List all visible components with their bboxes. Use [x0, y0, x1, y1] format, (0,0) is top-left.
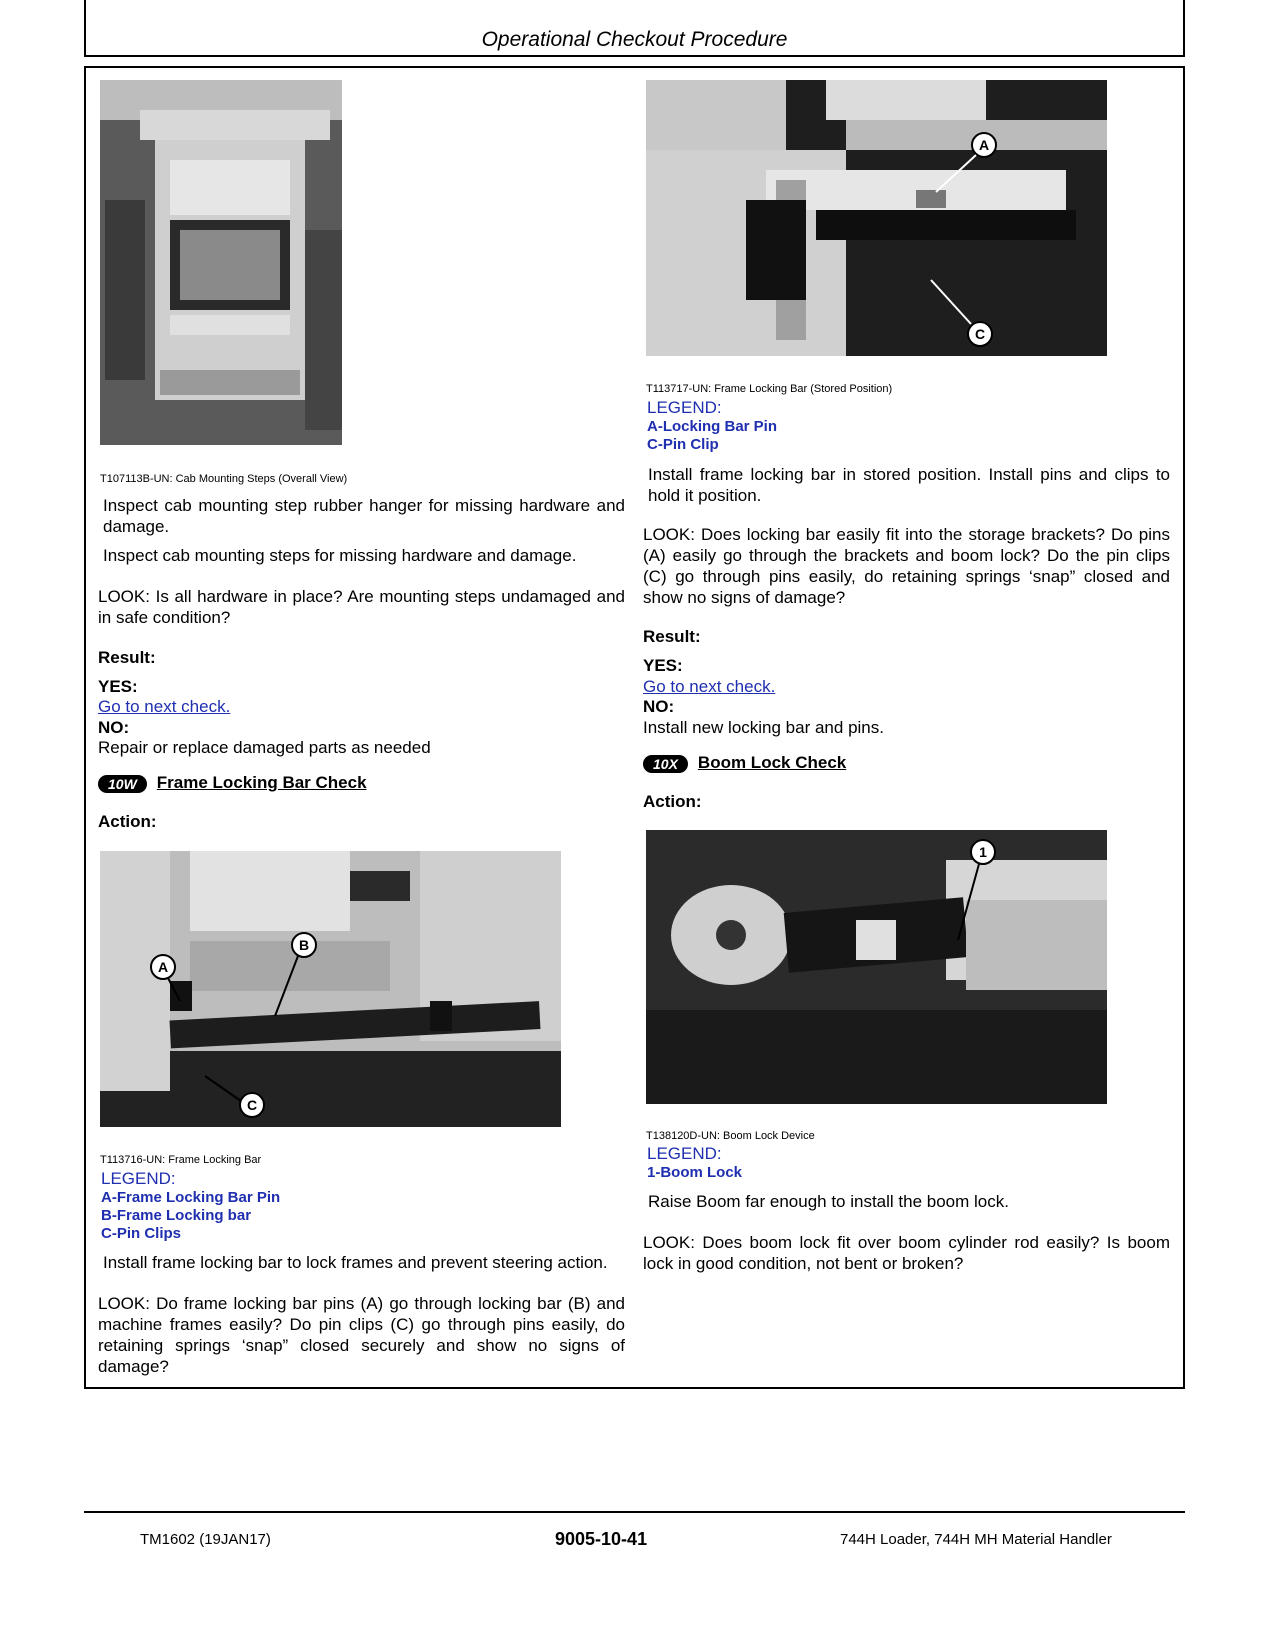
frame-locking-bar-photo [100, 851, 561, 1127]
action-label: Action: [98, 812, 157, 831]
callout-a-label: A [978, 137, 990, 153]
callout-c-label: C [974, 326, 986, 342]
paragraph: Raise Boom far enough to install the boom lock. [648, 1192, 1009, 1211]
yes-label: YES: [643, 656, 683, 675]
stored-locking-bar-photo [646, 80, 1107, 356]
callout-a-label: A [157, 959, 169, 975]
no-text: Install new locking bar and pins. [643, 718, 884, 737]
look-paragraph: LOOK: Do frame locking bar pins (A) go through locking bar (B) and machine frames easily? Do pin clips (C) go through pins easily, do retaining springs ‘snap” closed securely and show no signs of damage? [98, 1294, 625, 1376]
footer-left: TM1602 (19JAN17) [140, 1531, 271, 1548]
frame-locking-bar-illustration [100, 851, 561, 1127]
look-paragraph: LOOK: Does locking bar easily fit into the storage brackets? Do pins (A) easily go through the brackets and boom lock? Do the pin clips (C) go through pins easily, do retaining springs ‘snap” closed and show no signs of damage? [643, 525, 1170, 607]
paragraph: Install frame locking bar to lock frames and prevent steering action. [103, 1253, 608, 1272]
look-paragraph: LOOK: Is all hardware in place? Are mounting steps undamaged and in safe condition? [98, 587, 625, 627]
legend-title: LEGEND: [101, 1169, 176, 1188]
legend-item: C-Pin Clips [101, 1225, 182, 1242]
paragraph: Install frame locking bar in stored position. Install pins and clips to hold it position. [648, 465, 1170, 505]
callout-c-label: C [246, 1097, 258, 1113]
figure-caption: T138120D-UN: Boom Lock Device [646, 1130, 815, 1142]
no-label: NO: [98, 718, 130, 737]
legend-title: LEGEND: [647, 1144, 722, 1163]
result-label: Result: [643, 627, 701, 646]
next-check-link[interactable]: Go to next check. [98, 697, 231, 716]
footer-rule [84, 1511, 1185, 1513]
figure-caption: T113717-UN: Frame Locking Bar (Stored Position) [646, 383, 893, 395]
callout-1-label: 1 [979, 844, 987, 860]
footer-right: 744H Loader, 744H MH Material Handler [840, 1531, 1112, 1548]
footer-center: 9005-10-41 [555, 1529, 648, 1549]
callout-b-label: B [298, 937, 310, 953]
check-badge: 10W [98, 775, 147, 793]
action-label: Action: [643, 792, 702, 811]
legend-item: A-Locking Bar Pin [647, 418, 778, 435]
check-title: Frame Locking Bar Check [156, 773, 367, 792]
no-label: NO: [643, 697, 675, 716]
legend-title: LEGEND: [647, 398, 722, 417]
figure-caption: T107113B-UN: Cab Mounting Steps (Overall View) [100, 473, 348, 485]
check-badge: 10X [643, 755, 688, 773]
legend-item: B-Frame Locking bar [101, 1207, 252, 1224]
check-heading [98, 773, 367, 793]
look-paragraph: LOOK: Does boom lock fit over boom cylinder rod easily? Is boom lock in good condition, not bent or broken? [643, 1233, 1170, 1273]
legend-item: C-Pin Clip [647, 436, 719, 453]
paragraph: Inspect cab mounting steps for missing hardware and damage. [103, 546, 577, 565]
boom-lock-illustration [646, 830, 1107, 1104]
cab-steps-illustration [100, 80, 342, 445]
boom-lock-photo [646, 830, 1107, 1104]
legend-item: A-Frame Locking Bar Pin [101, 1189, 281, 1206]
check-title: Boom Lock Check [697, 753, 847, 772]
no-text: Repair or replace damaged parts as needed [98, 738, 431, 757]
next-check-link[interactable]: Go to next check. [643, 677, 776, 696]
stored-locking-bar-illustration [646, 80, 1107, 356]
paragraph: Inspect cab mounting step rubber hanger for missing hardware and damage. [103, 496, 625, 536]
page-title: Operational Checkout Procedure [481, 28, 788, 51]
figure-caption: T113716-UN: Frame Locking Bar [100, 1154, 262, 1166]
cab-steps-photo [100, 80, 342, 445]
legend-item: 1-Boom Lock [647, 1164, 743, 1181]
check-heading [643, 753, 846, 773]
result-label: Result: [98, 648, 156, 667]
yes-label: YES: [98, 677, 138, 696]
